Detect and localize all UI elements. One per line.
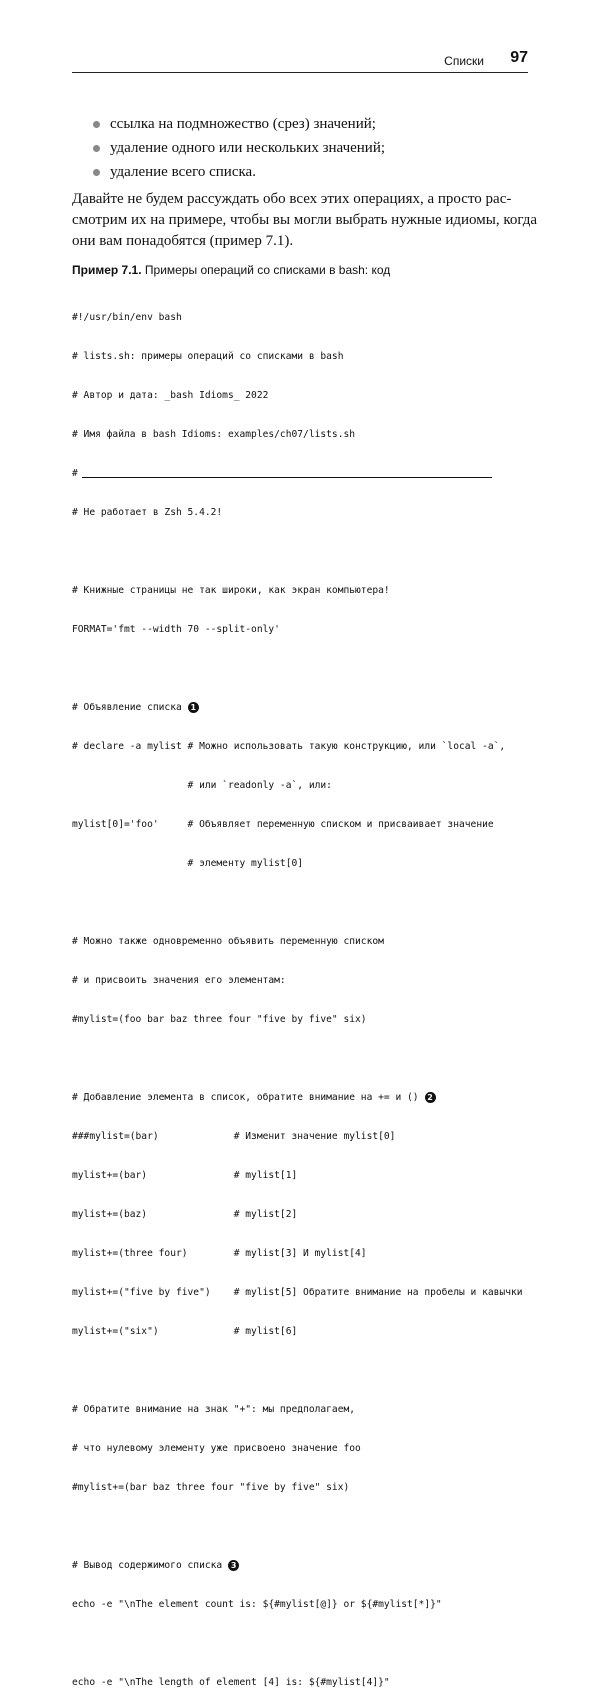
bullet-icon — [93, 121, 100, 128]
code-line: mylist[0]='foo' # Объявляет переменную списком и присваивает значение — [72, 819, 494, 830]
bullet-icon — [93, 145, 100, 152]
paragraph-line: они вам понадобятся (пример 7.1). — [72, 233, 294, 249]
code-line: # Вывод содержимого списка 3 — [72, 1559, 528, 1572]
paragraph-line: смотрим их на примере, чтобы вы могли выбрать нужные идиомы, когда — [72, 212, 538, 228]
code-line: echo -e "\nThe length of element [4] is: ${#mylist[4]}" — [72, 1677, 390, 1688]
code-line: # элементу mylist[0] — [72, 858, 304, 869]
code-line: ###mylist=(bar) # Изменит значение mylist[0] — [72, 1131, 396, 1142]
callout-marker-icon: 2 — [425, 1092, 436, 1103]
callout-marker-icon: 3 — [228, 1560, 239, 1571]
code-listing — [72, 285, 528, 1696]
code-line: echo -e "\nThe element count is: ${#mylist[@]} or ${#mylist[*]}" — [72, 1599, 442, 1610]
paragraph-line: Давайте не будем рассуждать обо всех этих операциях, а просто рас- — [72, 191, 512, 207]
code-line: # Книжные страницы не так широки, как экран компьютера! — [72, 585, 390, 596]
blank-line — [72, 896, 528, 909]
list-item: удаление одного или нескольких значений; — [90, 138, 530, 162]
code-line: FORMAT='fmt --width 70 --split-only' — [72, 624, 280, 635]
code-line: # и присвоить значения его элементам: — [72, 975, 286, 986]
blank-line — [72, 545, 528, 558]
code-line: # Добавление элемента в список, обратите внимание на += и () 2 — [72, 1091, 528, 1104]
code-line: mylist+=("five by five") # mylist[5] Обратите внимание на пробелы и кавычки — [72, 1287, 523, 1298]
blank-line — [72, 1052, 528, 1065]
code-line: #!/usr/bin/env bash — [72, 312, 182, 323]
code-line: mylist+=("six") # mylist[6] — [72, 1326, 298, 1337]
code-line: # declare -a mylist # Можно использовать такую конструкцию, или `local -a`, — [72, 741, 506, 752]
blank-line — [72, 1637, 528, 1650]
bullet-icon — [93, 169, 100, 176]
code-line: mylist+=(bar) # mylist[1] — [72, 1170, 298, 1181]
callout-marker-icon: 1 — [188, 702, 199, 713]
caption-text: Примеры операций со списками в bash: код — [141, 263, 391, 277]
running-title: Списки — [444, 54, 484, 68]
code-line: # Не работает в Zsh 5.4.2! — [72, 507, 223, 518]
code-line: # Обратите внимание на знак "+": мы предполагаем, — [72, 1404, 356, 1415]
code-line: mylist+=(baz) # mylist[2] — [72, 1209, 298, 1220]
code-line: mylist+=(three four) # mylist[3] И mylist[4] — [72, 1248, 367, 1259]
code-line: # Автор и дата: _bash Idioms_ 2022 — [72, 390, 269, 401]
example-caption — [72, 263, 528, 277]
code-separator-line: # — [72, 467, 528, 480]
bullet-list — [90, 114, 530, 186]
intro-paragraph — [72, 189, 538, 252]
blank-line — [72, 1520, 528, 1533]
list-item: ссылка на подмножество (срез) значений; — [90, 114, 530, 138]
code-line: #mylist=(foo bar baz three four "five by five" six) — [72, 1014, 367, 1025]
list-item: удаление всего списка. — [90, 162, 530, 186]
code-line: #mylist+=(bar baz three four "five by five" six) — [72, 1482, 350, 1493]
code-line: # Объявление списка 1 — [72, 701, 528, 714]
code-line: # или `readonly -a`, или: — [72, 780, 332, 791]
code-line: # что нулевому элементу уже присвоено значение foo — [72, 1443, 361, 1454]
separator-rule — [82, 477, 492, 478]
blank-line — [72, 1364, 528, 1377]
code-line: # lists.sh: примеры операций со списками в bash — [72, 351, 344, 362]
page-number: 97 — [510, 49, 528, 66]
page-header — [72, 50, 528, 73]
code-line: # Можно также одновременно объявить переменную списком — [72, 936, 384, 947]
blank-line — [72, 662, 528, 675]
code-line: # Имя файла в bash Idioms: examples/ch07/lists.sh — [72, 429, 356, 440]
caption-label: Пример 7.1. — [72, 263, 142, 277]
